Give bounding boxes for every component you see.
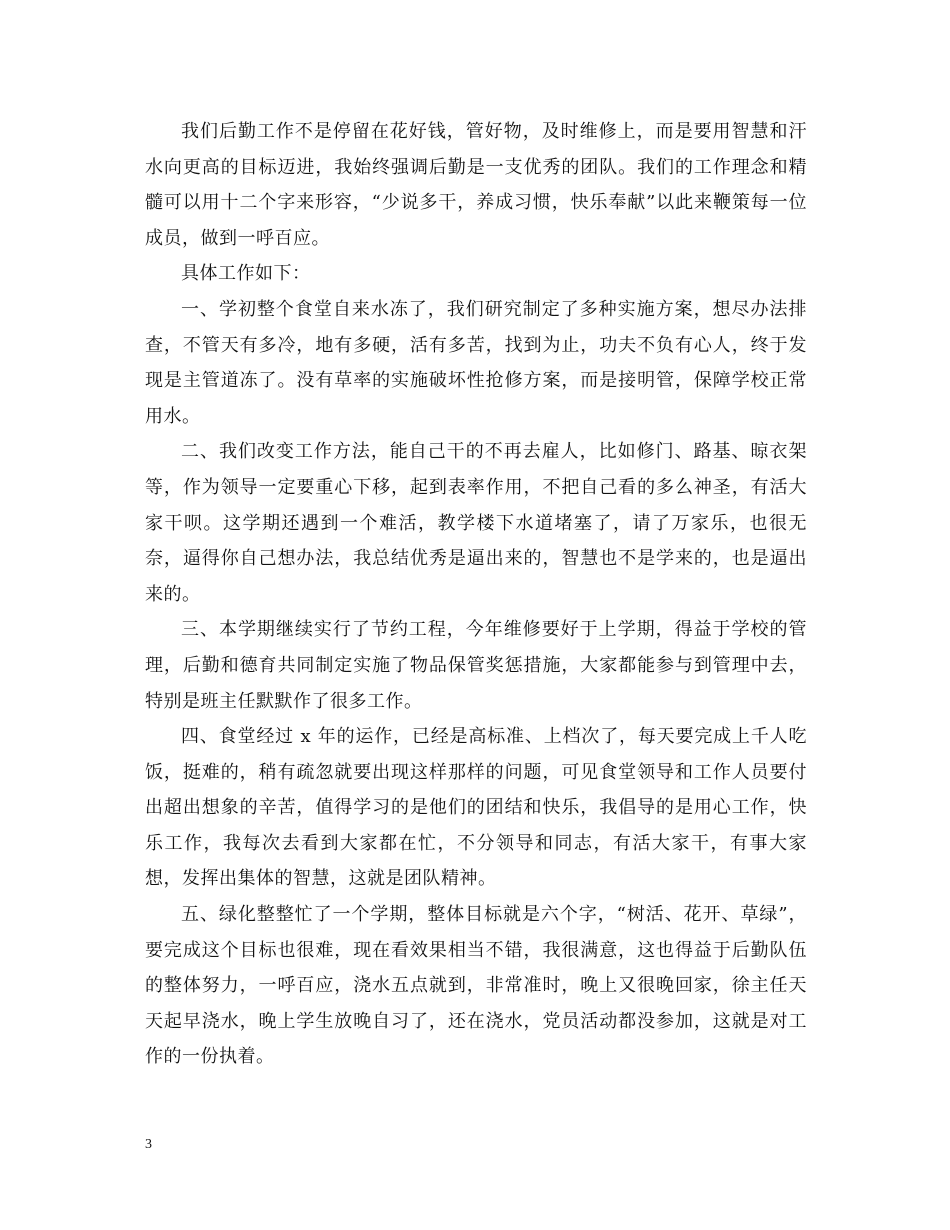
paragraph-item-4: 四、食堂经过 x 年的运作，已经是高标准、上档次了，每天要完成上千人吃饭，挺难的，稍有疏忽就要出现这样那样的问题，可见食堂领导和工作人员要付出超出想象的辛苦，值得学习的是他们的团结和快乐，我倡导的是用心工作，快乐工作，我每次去看到大家都在忙，不分领导和同志，有活大家干，有事大家想，发挥出集体的智慧，这就是团队精神。 — [145, 726, 807, 890]
paragraph-intro: 我们后勤工作不是停留在花好钱，管好物，及时维修上，而是要用智慧和汗水向更高的目标迈进，我始终强调后勤是一支优秀的团队。我们的工作理念和精髓可以用十二个字来形容，“少说多干，养成习惯，快乐奉献”以此来鞭策每一位成员，做到一呼百应。 — [145, 121, 807, 249]
paragraph-work-heading: 具体工作如下： — [181, 263, 311, 285]
paragraph-item-3: 三、本学期继续实行了节约工程，今年维修要好于上学期，得益于学校的管理，后勤和德育共同制定实施了物品保管奖惩措施，大家都能参与到管理中去，特别是班主任默默作了很多工作。 — [145, 619, 807, 712]
page-number: 3 — [145, 1137, 152, 1152]
document-body — [145, 114, 807, 1075]
paragraph-item-2: 二、我们改变工作方法，能自己干的不再去雇人，比如修门、路基、晾衣架等，作为领导一定要重心下移，起到表率作用，不把自己看的多么神圣，有活大家干呗。这学期还遇到一个难活，教学楼下水道堵塞了，请了万家乐，也很无奈，逼得你自己想办法，我总结优秀是逼出来的，智慧也不是学来的，也是逼出来的。 — [145, 441, 807, 605]
paragraph-item-1: 一、学初整个食堂自来水冻了，我们研究制定了多种实施方案，想尽办法排查，不管天有多冷，地有多硬，活有多苦，找到为止，功夫不负有心人，终于发现是主管道冻了。没有草率的实施破坏性抢修方案，而是接明管，保障学校正常用水。 — [145, 298, 807, 427]
paragraph-item-5: 五、绿化整整忙了一个学期，整体目标就是六个字，“树活、花开、草绿”，要完成这个目标也很难，现在看效果相当不错，我很满意，这也得益于后勤队伍的整体努力，一呼百应，浇水五点就到，非常准时，晚上又很晚回家，徐主任天天起早浇水，晚上学生放晚自习了，还在浇水，党员活动都没参加，这就是对工作的一份执着。 — [145, 904, 807, 1068]
